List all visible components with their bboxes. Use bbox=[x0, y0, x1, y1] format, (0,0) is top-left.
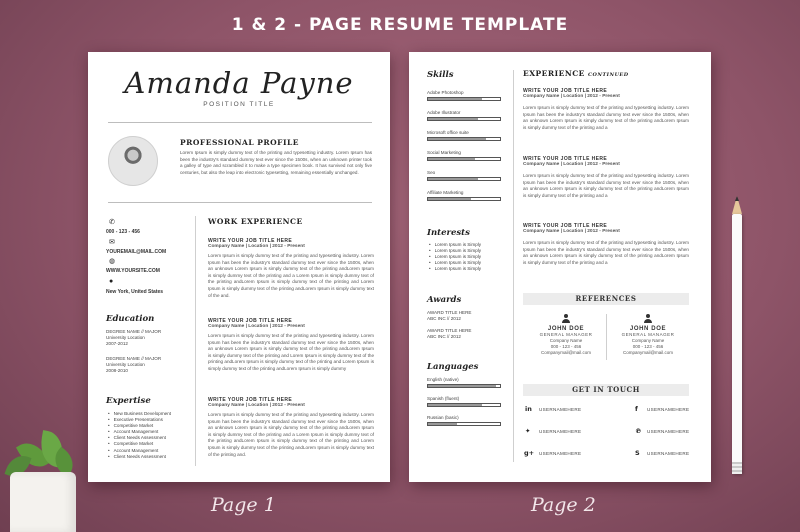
continued-label: CONTINUED bbox=[588, 72, 629, 78]
contact-email: YOUREMAIL@MAIL.COM bbox=[106, 249, 167, 255]
email-icon: ✉ bbox=[109, 239, 115, 246]
contact-phone: 000 - 123 - 456 bbox=[106, 229, 140, 235]
awards-heading: Awards bbox=[427, 295, 462, 305]
social-handle[interactable]: USERNAMEHERE bbox=[539, 429, 582, 434]
skill-label: Adobe Photoshop bbox=[427, 90, 464, 95]
references-heading: REFERENCES bbox=[523, 293, 689, 305]
skills-heading: Skills bbox=[427, 70, 454, 80]
list-item: • Lorem Ipsum is Simply bbox=[429, 260, 481, 266]
languages-heading: Languages bbox=[427, 362, 479, 372]
skill-level-bar bbox=[427, 403, 501, 407]
social-handle[interactable]: USERNAMEHERE bbox=[647, 407, 690, 412]
skill-label: Affiliate Marketing bbox=[427, 190, 464, 195]
skill-label: Social Marketing bbox=[427, 150, 461, 155]
column-divider bbox=[195, 216, 196, 466]
google-plus-icon[interactable]: g+ bbox=[524, 449, 535, 457]
job-entry: WRITE YOUR JOB TITLE HERE Company Name | Location | 2012 - Present Lorem Ipsum is simply dummy text of the printing and typesetting industry. Lorem Ipsum has been the industry's standard dummy text ever since the 1500s, when an unknown Lorem Ipsum is simply dummy text of the printing andLorem Ipsum is simply dummy text of the printing and a Lorem Ipsum is simply dummy text of the printing andLorem Ipsum is simply dummy text of the printing and Lorem Ipsum is simply dummy text of the printing andLorem Ipsum is simply dummy text of the printing and. bbox=[208, 397, 374, 457]
skill-label: Adobe Illustrator bbox=[427, 110, 461, 115]
interests-heading: Interests bbox=[427, 228, 470, 238]
social-handle[interactable]: USERNAMEHERE bbox=[539, 451, 582, 456]
resume-page-2 bbox=[409, 52, 711, 482]
skill-label: Seo bbox=[427, 170, 436, 175]
expertise-list bbox=[108, 411, 171, 460]
list-item: • Executive Presentations bbox=[108, 417, 171, 423]
globe-icon: ◍ bbox=[109, 258, 116, 265]
column-divider bbox=[513, 70, 514, 462]
list-item: • Client Needs Assessment bbox=[108, 454, 171, 460]
award-entry: AWARD TITLE HERE ABC INC // 2012 bbox=[427, 328, 472, 339]
job-entry: WRITE YOUR JOB TITLE HERE Company Name | Location | 2012 - Present Lorem Ipsum is simply dummy text of the printing and typesetting industry. Lorem Ipsum has been the industry's standard dummy text ever since the 1500s, when an unknown Lorem Ipsum is simply dummy text of the printing andLorem Ipsum is simply dummy text of the printing and a bbox=[523, 88, 689, 130]
list-item: • Competitive Market bbox=[108, 441, 171, 447]
divider bbox=[606, 314, 607, 360]
education-heading: Education bbox=[106, 314, 155, 324]
location-pin-icon: ● bbox=[109, 278, 114, 285]
skill-level-bar bbox=[427, 197, 501, 201]
list-item: • New Business Development bbox=[108, 411, 171, 417]
banner-title: 1 & 2 - PAGE RESUME TEMPLATE bbox=[231, 15, 569, 35]
position-title: POSITION TITLE bbox=[203, 101, 275, 108]
profile-photo bbox=[108, 136, 158, 186]
contact-location: New York, United States bbox=[106, 289, 164, 295]
twitter-icon[interactable]: ✦ bbox=[525, 427, 531, 435]
social-handle[interactable]: USERNAMEHERE bbox=[647, 451, 690, 456]
skill-level-bar bbox=[427, 117, 501, 121]
skill-label: Spanish (fluent) bbox=[427, 396, 460, 401]
list-item: • Account Management bbox=[108, 429, 171, 435]
skill-level-bar bbox=[427, 157, 501, 161]
list-item: • Competitive Market bbox=[108, 423, 171, 429]
award-entry: AWARD TITLE HERE ABC INC // 2012 bbox=[427, 310, 472, 321]
list-item: • Lorem Ipsum is Simply bbox=[429, 248, 481, 254]
phone-icon: ✆ bbox=[109, 219, 115, 226]
get-in-touch-heading: GET IN TOUCH bbox=[523, 384, 689, 396]
skill-level-bar bbox=[427, 384, 501, 388]
list-item: • Lorem Ipsum is Simply bbox=[429, 242, 481, 248]
skill-level-bar bbox=[427, 422, 501, 426]
skill-label: English (native) bbox=[427, 377, 459, 382]
resume-name: Amanda Payne bbox=[124, 66, 354, 100]
education-entry: DEGREE NAME // MAJOR University Location 2008-2010 bbox=[106, 356, 162, 373]
page-1-caption: Page 1 bbox=[211, 494, 276, 516]
work-heading: WORK EXPERIENCE bbox=[208, 217, 303, 226]
page-2-caption: Page 2 bbox=[531, 494, 596, 516]
facebook-icon[interactable]: f bbox=[635, 405, 638, 413]
skill-label: Russian (basic) bbox=[427, 415, 459, 420]
expertise-heading: Expertise bbox=[106, 396, 151, 406]
skill-level-bar bbox=[427, 97, 501, 101]
job-entry: WRITE YOUR JOB TITLE HERE Company Name | Location | 2012 - Present Lorem Ipsum is simply dummy text of the printing and typesetting industry. Lorem Ipsum has been the industry's standard dummy text ever since the 1500s, when an unknown Lorem Ipsum is simply dummy text of the printing andLorem Ipsum is simply dummy text of the printing and a bbox=[523, 156, 689, 198]
interests-list bbox=[429, 242, 481, 272]
skill-level-bar bbox=[427, 137, 501, 141]
reference-entry: JOHN DOE GENERAL MANAGER Company Name 000 - 123 - 456 Companymail@mail.com bbox=[609, 314, 687, 356]
experience-heading: EXPERIENCE CONTINUED bbox=[523, 69, 629, 78]
job-entry: WRITE YOUR JOB TITLE HERE Company Name | Location | 2012 - Present Lorem Ipsum is simply dummy text of the printing and typesetting industry. Lorem Ipsum has been the industry's standard dummy text ever since the 1500s, when an unknown Lorem Ipsum is simply dummy text of the printing andLorem Ipsum is simply dummy text of the printing and a bbox=[523, 223, 689, 265]
skill-label: Microsoft office suite bbox=[427, 130, 469, 135]
reference-entry: JOHN DOE GENERAL MANAGER Company Name 000 - 123 - 456 Companymail@mail.com bbox=[527, 314, 605, 356]
contact-website: WWW.YOURSITE.COM bbox=[106, 268, 160, 274]
social-handle[interactable]: USERNAMEHERE bbox=[539, 407, 582, 412]
divider bbox=[108, 122, 372, 123]
divider bbox=[108, 202, 372, 203]
list-item: • Client Needs Assessment bbox=[108, 435, 171, 441]
pinterest-icon[interactable]: ℗ bbox=[635, 427, 642, 435]
person-icon bbox=[644, 314, 652, 323]
resume-page-1 bbox=[88, 52, 390, 482]
skill-level-bar bbox=[427, 177, 501, 181]
profile-text: Lorem Ipsum is simply dummy text of the printing and typesetting industry. Lorem Ipsum has been the industry's standard dummy text ever since the 1500s, when an unknown printer took a galley of type and scrambled it to make a type specimen book. It has survived not only five centuries, but also the leap into electronic typesetting, remaining essentially unchanged. bbox=[180, 150, 372, 175]
list-item: • Account Management bbox=[108, 448, 171, 454]
job-entry: WRITE YOUR JOB TITLE HERE Company Name | Location | 2012 - Present Lorem Ipsum is simply dummy text of the printing and typesetting industry. Lorem Ipsum has been the industry's standard dummy text ever since the 1500s, when an unknown Lorem Ipsum is simply dummy text of the printing andLorem Ipsum is simply dummy text of the printing and Lorem Ipsum is simply dummy text of the printing andLorem Ipsum is simply dummy text of the printing and Lorem Ipsum is simply dummy text of the printing andLorem Ipsum is simply dummy bbox=[208, 318, 374, 371]
linkedin-icon[interactable]: in bbox=[525, 405, 532, 413]
education-entry: DEGREE NAME // MAJOR University Location 2007-2012 bbox=[106, 329, 162, 346]
skype-icon[interactable]: S bbox=[635, 449, 640, 457]
list-item: • Lorem Ipsum is Simply bbox=[429, 254, 481, 260]
profile-heading: PROFESSIONAL PROFILE bbox=[180, 138, 299, 147]
list-item: • Lorem Ipsum is Simply bbox=[429, 266, 481, 272]
job-entry: WRITE YOUR JOB TITLE HERE Company Name | Location | 2012 - Present Lorem Ipsum is simply dummy text of the printing and typesetting industry. Lorem Ipsum has been the industry's standard dummy text ever since the 1500s, when an unknown Lorem Ipsum is simply dummy text of the printing andLorem Ipsum is simply dummy text of the printing and a Lorem Ipsum is simply dummy text of the printing andLorem Ipsum is simply dummy text of the printing and Lorem Ipsum is simply dummy text of the printing andLorem Ipsum is simply dummy text of the and. bbox=[208, 238, 374, 298]
person-icon bbox=[562, 314, 570, 323]
social-handle[interactable]: USERNAMEHERE bbox=[647, 429, 690, 434]
